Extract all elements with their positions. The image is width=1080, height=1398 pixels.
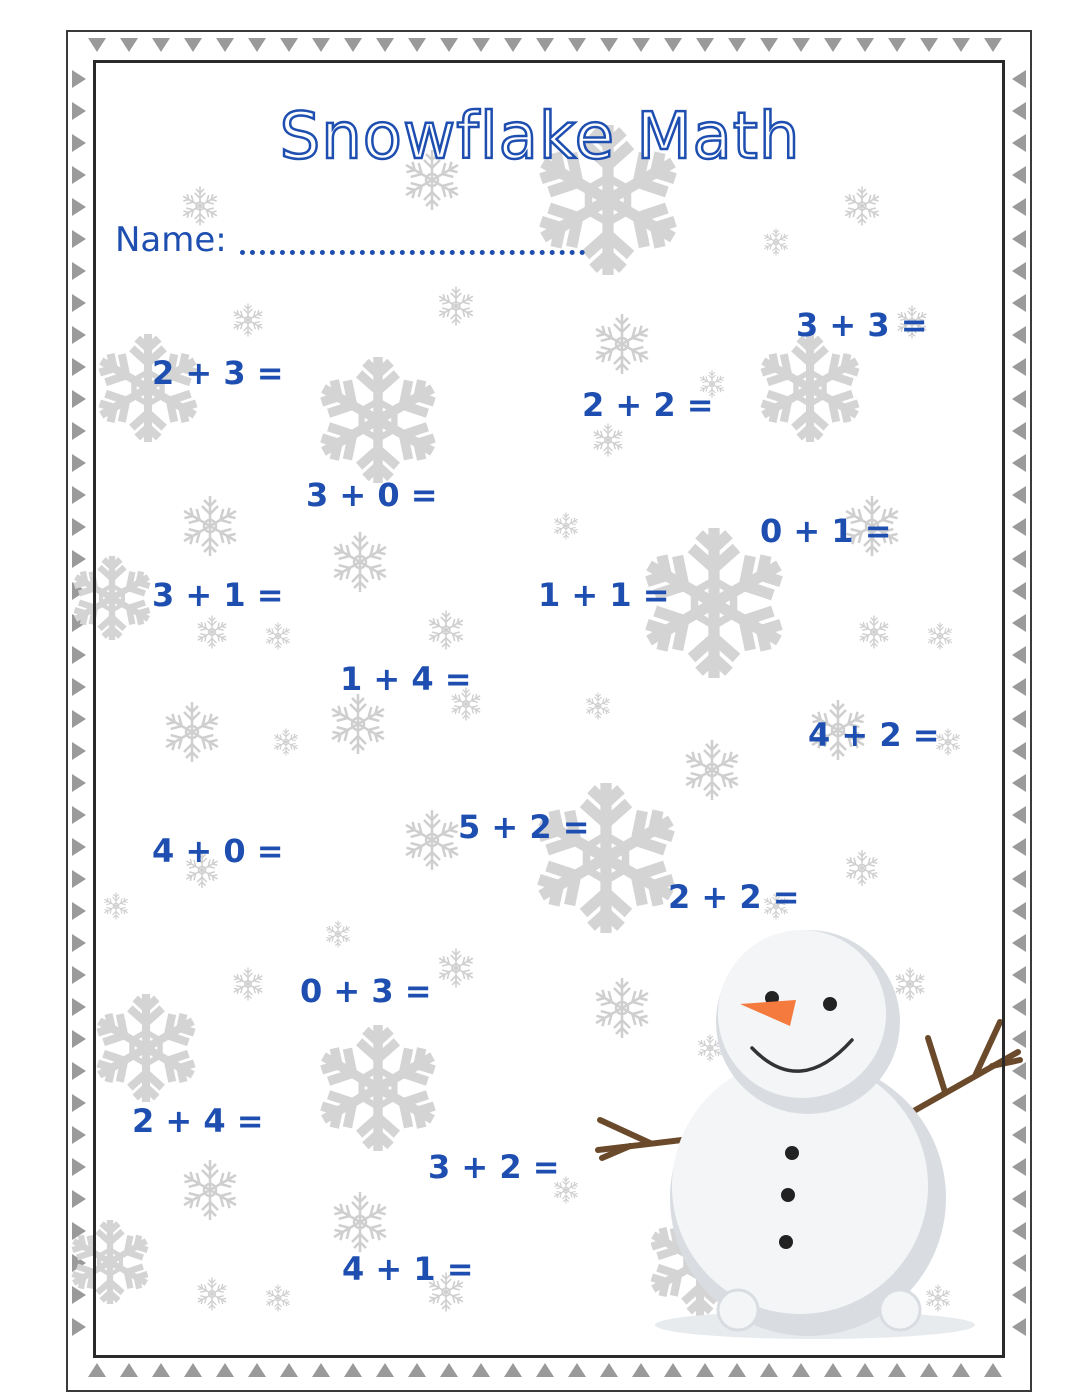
page-title: Snowflake Math <box>279 100 801 174</box>
math-problem: 5 + 2 = <box>458 808 590 846</box>
math-problem: 3 + 1 = <box>152 576 284 614</box>
math-problem: 2 + 2 = <box>668 878 800 916</box>
name-label: Name: <box>115 220 227 260</box>
math-problem: 4 + 1 = <box>342 1250 474 1288</box>
math-problem: 3 + 2 = <box>428 1148 560 1186</box>
math-problem: 1 + 1 = <box>538 576 670 614</box>
math-problem: 2 + 3 = <box>152 354 284 392</box>
math-problem: 1 + 4 = <box>340 660 472 698</box>
math-problem: 2 + 4 = <box>132 1102 264 1140</box>
math-problem: 0 + 3 = <box>300 972 432 1010</box>
math-problem: 3 + 0 = <box>306 476 438 514</box>
name-write-line[interactable] <box>240 250 585 255</box>
math-problem: 3 + 3 = <box>796 306 928 344</box>
math-problem: 2 + 2 = <box>582 386 714 424</box>
math-problem: 4 + 2 = <box>808 716 940 754</box>
math-problem: 4 + 0 = <box>152 832 284 870</box>
math-problem: 0 + 1 = <box>760 512 892 550</box>
